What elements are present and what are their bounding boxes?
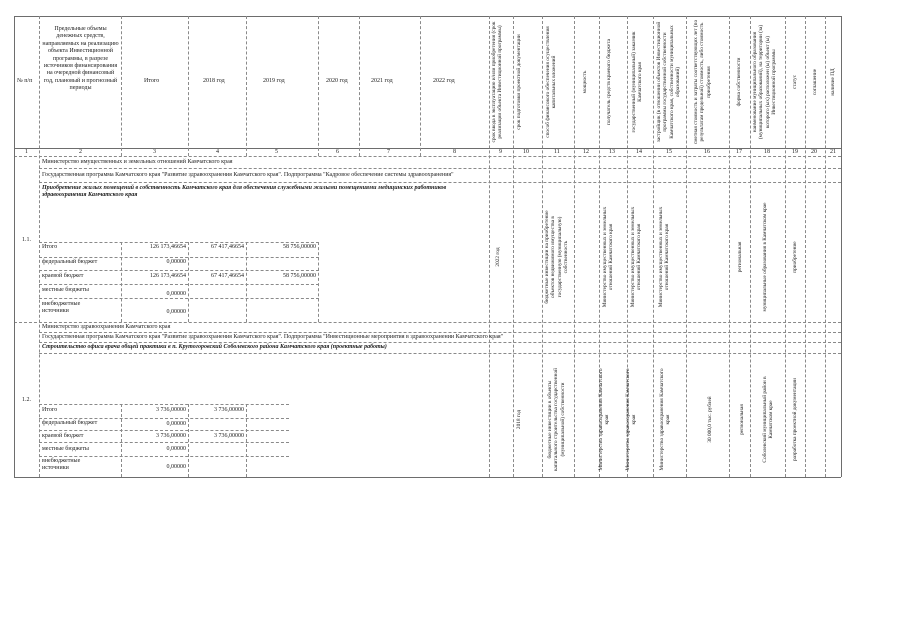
row-total: 3 736,00000	[156, 433, 186, 439]
header-municipality: наименование муниципального образования (муниципальных образований), на территории (за) которого (ых) расположен (ы) объект (ы) Инвестиционной программы	[752, 24, 778, 140]
row-label: федеральный бюджет	[42, 259, 98, 265]
header-commission: срок ввода в эксплуатацию и/или приобретения (срок реализации объекта Инвестиционной программы)	[491, 21, 504, 143]
col-number: 16	[704, 149, 710, 155]
s1-recipient: Министерство имущественных и земельных отношений Камчатского края	[602, 206, 615, 308]
header-2019: 2019 год	[263, 78, 285, 84]
col-number: 20	[811, 149, 817, 155]
row-total: 3 736,00000	[156, 407, 186, 413]
row-2019: 58 756,00000	[283, 273, 316, 279]
s2-cost: 30 000,0 тыс. рублей	[707, 396, 713, 443]
row-2018: 67 417,46654	[211, 273, 244, 279]
header-pd-term: срок подготовки проектной документации	[516, 34, 522, 130]
program-title: Государственная программа Камчатского края "Развитие здравоохранения Камчатского края". Подпрограмма "Кадровое обеспечение системы здравоохранения"	[42, 172, 454, 178]
header-finance: способ финансового обеспечения осуществления капитальных вложений	[545, 26, 558, 138]
s1-municipality: муниципальные образования в Камчатском крае	[762, 202, 768, 312]
row-label: Итого	[42, 407, 58, 413]
header-capacity: мощность	[582, 70, 588, 94]
header-ownership: форма собственности	[736, 57, 742, 107]
col-number: 5	[275, 149, 278, 155]
row-total: 0,00000	[166, 446, 186, 452]
s1-customer: Министерство имущественных и земельных отношений Камчатского края	[630, 206, 643, 308]
header-developer: застройщик (в отношении объектов Инвестиционной программы государственной собственности Камчатского края, собственности муниципальных образований)	[656, 21, 682, 143]
s1-ownership: региональная	[737, 241, 743, 273]
row-label: Итого	[42, 244, 58, 250]
row-label: внебюджетные источники	[42, 458, 81, 472]
row-label: местные бюджеты	[42, 446, 89, 452]
header-pd: наличие ПД	[830, 68, 836, 96]
header-recipient: получатель средств краевого бюджета	[606, 39, 612, 125]
row-label: краевой бюджет	[42, 273, 84, 279]
col-number: 17	[736, 149, 742, 155]
row-total: 0,00000	[166, 421, 186, 427]
header-2021: 2021 год	[371, 78, 393, 84]
row-label: федеральный бюджет	[42, 420, 98, 426]
row-number: 1.2.	[22, 397, 31, 403]
header-total: Итого	[144, 78, 160, 84]
row-2018: 67 417,46654	[211, 244, 244, 250]
row-2018: 3 736,00000	[214, 407, 244, 413]
header-customer: государственный (муниципальный) заказчик Камчатского края	[631, 31, 644, 133]
header-2018: 2018 год	[203, 78, 225, 84]
col-number: 14	[636, 149, 642, 155]
s1-status: приобретение	[792, 241, 798, 273]
ministry-title: Министерство имущественных и земельных отношений Камчатского края	[42, 159, 233, 165]
col-number: 15	[666, 149, 672, 155]
s2-recipient: Министерство здравоохранения Камчатского края	[598, 368, 611, 471]
header-cost: сметная стоимость и затраты соответствующих лет (по результатам предельной) стоимость, либо стоимость приобретения	[693, 19, 712, 145]
row-label: местные бюджеты	[42, 287, 89, 293]
ministry-title: Министерство здравоохранения Камчатского края	[42, 324, 171, 330]
col-number: 12	[583, 149, 589, 155]
header-status: статус	[792, 74, 798, 90]
s1-developer: Министерство имущественных и земельных отношений Камчатского края	[658, 206, 671, 308]
col-number: 4	[216, 149, 219, 155]
row-total: 0,00000	[166, 291, 186, 297]
col-number: 2	[79, 149, 82, 155]
col-number: 3	[153, 149, 156, 155]
header-num: № п/п	[17, 78, 33, 84]
col-number: 7	[387, 149, 390, 155]
object-title: Строительство офиса врача общей практики в п. Крутогоровский Соболевского района Камчатского края (проектные работы)	[42, 344, 387, 350]
program-title: Государственная программа Камчатского края "Развитие здравоохранения Камчатского края". Подпрограмма "Инвестиционные мероприятия в здравоохранении Камчатского края"	[42, 334, 504, 340]
row-label: внебюджетные источники	[42, 301, 81, 315]
row-2018: 3 736,00000	[214, 433, 244, 439]
row-2019: 58 756,00000	[283, 244, 316, 250]
col-number: 1	[25, 149, 28, 155]
row-number: 1.1.	[22, 237, 31, 243]
row-total: 0,00000	[166, 464, 186, 470]
row-label: краевой бюджет	[42, 433, 84, 439]
s2-finance: бюджетные инвестиции в объекты капитального строительства государственной (муниципальной) собственности	[547, 368, 566, 471]
header-2020: 2020 год	[326, 78, 348, 84]
row-total: 126 173,46654	[150, 273, 186, 279]
col-number: 13	[609, 149, 615, 155]
col-number: 18	[764, 149, 770, 155]
col-number: 19	[792, 149, 798, 155]
col-number: 6	[336, 149, 339, 155]
row-total: 0,00000	[166, 259, 186, 265]
s2-commission: 2018 год	[516, 409, 522, 430]
header-agreement: соглашение	[812, 68, 818, 96]
s2-customer: Министерство здравоохранения Камчатского края	[625, 368, 638, 471]
s2-municipality: Соболевский муниципальный район в Камчатском крае	[762, 376, 775, 463]
s1-commission: 2022 год	[495, 247, 501, 267]
col-number: 21	[830, 149, 836, 155]
col-number: 9	[499, 149, 502, 155]
s2-ownership: региональная	[739, 404, 745, 435]
s2-developer: Министерство здравоохранения Камчатского края	[659, 368, 672, 471]
header-limits: Предельные объемы денежных средств, направляемых на реализацию объекта Инвестиционной программы, в разрезе источников финансирования на очередной финансовый год, плановый и прогнозный периоды	[42, 26, 119, 92]
s1-finance: бюджетные инвестиции на приобретение объектов недвижимого имущества в государственную (муниципальную) собственность	[544, 210, 570, 304]
col-number: 10	[523, 149, 529, 155]
header-2022: 2022 год	[433, 78, 455, 84]
row-total: 0,00000	[166, 309, 186, 315]
s2-status: разработка проектной документации	[792, 377, 798, 462]
col-number: 11	[554, 149, 560, 155]
row-total: 126 173,46654	[150, 244, 186, 250]
col-number: 8	[453, 149, 456, 155]
object-title: Приобретение жилых помещений в собственность Камчатского края для обеспечения служебными жилыми помещениями медицинских работников здравоохранения Камчатского края	[42, 185, 447, 199]
